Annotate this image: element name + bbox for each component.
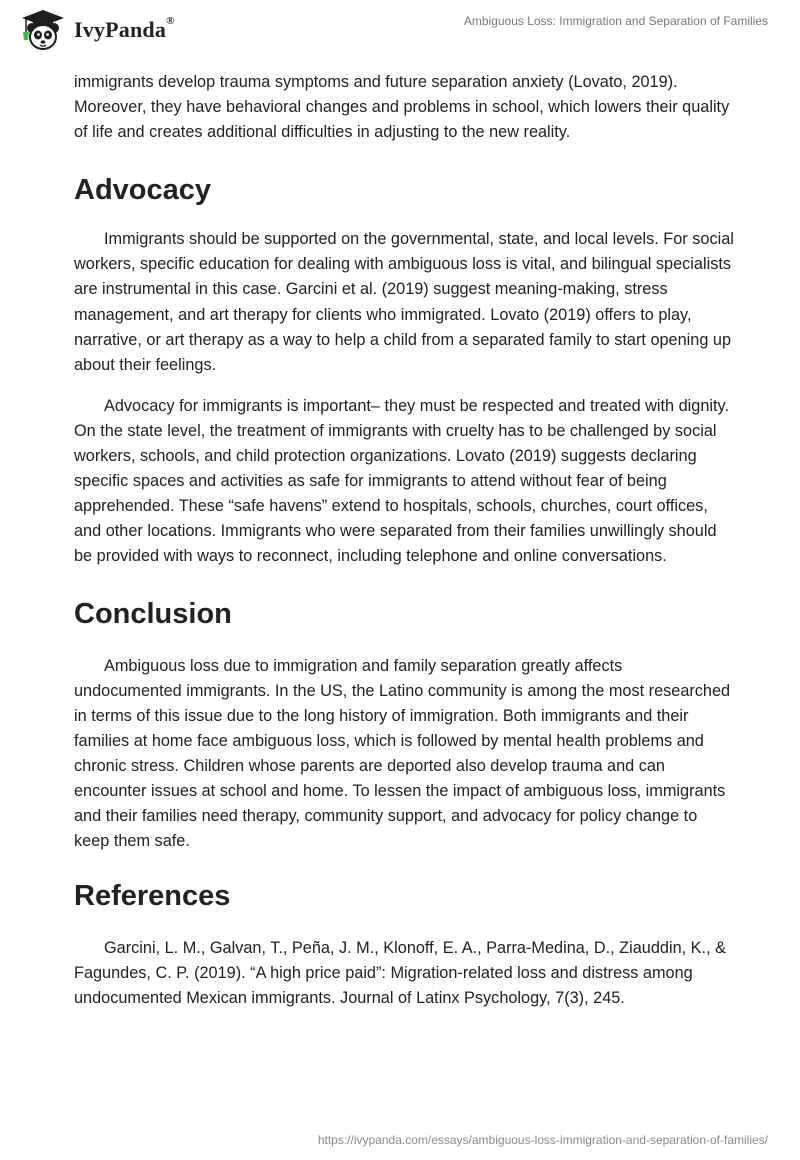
intro-paragraph: immigrants develop trauma symptoms and future separation anxiety (Lovato, 2019). Moreover, they have behavioral changes and problems in school, which lowers their quality of life and creates additional difficulties in adjusting to the new reality. xyxy=(74,73,730,142)
reference-entry: Garcini, L. M., Galvan, T., Peña, J. M., Klonoff, E. A., Parra-Medina, D., Ziauddin, K., & Fagundes, C. P. (2019). “A high price paid”: Migration-related loss and distress among undocumented Mexican immigrants. Journal of Latinx Psychology, 7(3), 245. xyxy=(74,939,726,1008)
document-title: Ambiguous Loss: Immigration and Separation of Families xyxy=(463,14,768,28)
heading-advocacy: Advocacy xyxy=(74,174,212,207)
essay-body xyxy=(74,70,734,1012)
advocacy-paragraph-2: Advocacy for immigrants is important– they must be respected and treated with dignity. On the state level, the treatment of immigrants with cruelty has to be challenged by social workers, schools, and child protection organizations. Lovato (2019) suggests declaring specific spaces and activities as safe for immigrants to attend without fear of being apprehended. These “safe havens” extend to hospitals, schools, churches, court offices, and other locations. Immigrants who were separated from their families unwillingly should be provided with ways to reconnect, including telephone and online conversations. xyxy=(74,396,730,566)
conclusion-paragraph: Ambiguous loss due to immigration and family separation greatly affects undocumented immigrants. In the US, the Latino community is among the most researched in terms of this issue due to the long history of immigration. Both immigrants and their families at home face ambiguous loss, which is followed by mental health problems and chronic stress. Children whose parents are deported also develop trauma and can encounter issues at school and home. To lessen the impact of ambiguous loss, immigrants and their families need therapy, community support, and advocacy for policy change to keep them safe. xyxy=(74,656,731,851)
panda-graduate-icon xyxy=(14,8,72,52)
ivypanda-logo[interactable] xyxy=(14,8,175,52)
source-url[interactable]: https://ivypanda.com/essays/ambiguous-loss-immigration-and-separation-of-families/ xyxy=(317,1133,768,1147)
heading-conclusion: Conclusion xyxy=(74,597,232,630)
heading-references: References xyxy=(74,880,231,913)
advocacy-paragraph-1: Immigrants should be supported on the governmental, state, and local levels. For social workers, specific education for dealing with ambiguous loss is vital, and bilingual specialists are instrumental in this case. Garcini et al. (2019) suggest meaning-making, stress management, and art therapy for clients who immigrated. Lovato (2019) offers to play, narrative, or art therapy as a way to help a child from a separated family to start opening up about their feelings. xyxy=(74,230,734,374)
page-header xyxy=(0,0,800,62)
brand-name: IvyPanda® xyxy=(74,15,175,42)
